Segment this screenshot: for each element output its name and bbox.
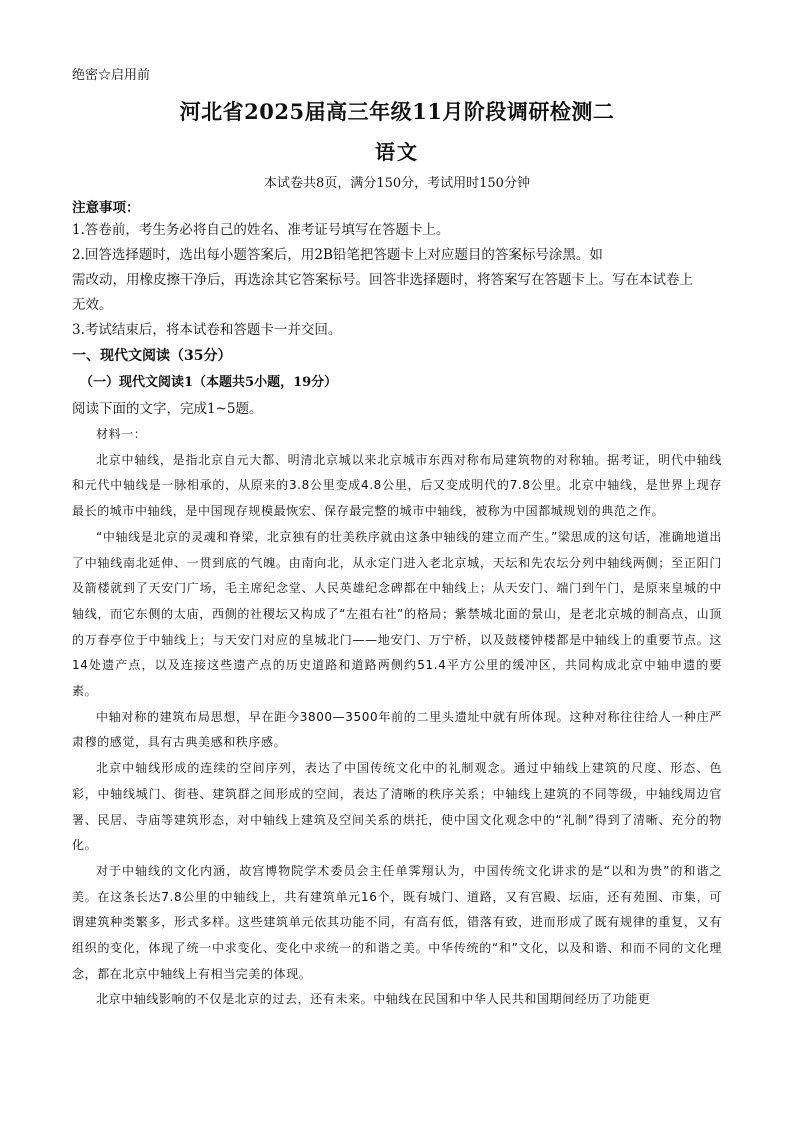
confidential-label: 绝密☆启用前 xyxy=(72,68,151,83)
notice-item: 3.考试结束后，将本试卷和答题卡一并交回。 xyxy=(72,322,342,338)
subject-title: 语文 xyxy=(375,140,419,164)
notice-item: 1.答卷前，考生务必将自己的姓名、准考证号填写在答题卡上。 xyxy=(72,222,450,238)
reading-passage xyxy=(72,422,722,1013)
passage-paragraph: “中轴线是北京的灵魂和脊梁，北京独有的壮美秩序就由这条中轴线的建立而产生。”梁思成的这句话，准确地道出了中轴线南北延伸、一贯到底的气魄。由南向北，从永定门进入老北京城，天坛和先农坛分列中轴线两侧；至正阳门及箭楼就到了天安门广场，毛主席纪念堂、人民英雄纪念碑都在中轴线上；从天安门、端门到午门，是原来皇城的中轴线，而它东侧的太庙，西侧的社稷坛又构成了“左祖右社”的格局；紫禁城北面的景山，是老北京城的制高点，山顶的万春亭位于中轴线上；与天安门对应的皇城北门——地安门、万宁桥，以及鼓楼钟楼都是中轴线上的重要节点。这14处遗产点，以及连接这些遗产点的历史道路和道路两侧约51.4平方公里的缓冲区，共同构成北京中轴申遗的要素。 xyxy=(72,529,722,699)
subsection-heading: （一）现代文阅读1（本题共5小题，19分） xyxy=(80,375,338,390)
notice-item: 需改动，用橡皮擦干净后，再选涂其它答案标号。回答非选择题时，将答案写在答题卡上。写在本试卷上 xyxy=(72,272,693,288)
passage-paragraph: 北京中轴线形成的连续的空间序列，表达了中国传统文化中的礼制观念。通过中轴线上建筑的尺度、形态、色彩，中轴线城门、街巷、建筑群之间形成的空间，表达了清晰的秩序关系；中轴线上建筑的不同等级，中轴线周边官署、民居、寺庙等建筑形态，对中轴线上建筑及空间关系的烘托，使中国文化观念中的“礼制”得到了清晰、充分的物化。 xyxy=(72,761,722,853)
reading-instruction: 阅读下面的文字，完成1~5题。 xyxy=(72,401,263,417)
material-label: 材料一： xyxy=(96,427,147,441)
notice-heading: 注意事项： xyxy=(72,200,140,216)
exam-info: 本试卷共8页，满分150分，考试用时150分钟 xyxy=(264,176,530,191)
notice-item: 无效。 xyxy=(72,297,113,313)
passage-paragraph: 北京中轴线，是指北京自元大都、明清北京城以来北京城市东西对称布局建筑物的对称轴。据考证，明代中轴线和元代中轴线是一脉相承的，从原来的3.8公里变成4.8公里，后又变成明代的7.8公里。北京中轴线，是世界上现存最长的城市中轴线，是中国现存规模最恢宏、保存最完整的城市中轴线，被称为中国都城规划的典范之作。 xyxy=(72,452,722,519)
passage-paragraph: 北京中轴线影响的不仅是北京的过去，还有未来。中轴线在民国和中华人民共和国期间经历了功能更 xyxy=(96,992,651,1007)
section-heading: 一、现代文阅读（35分） xyxy=(72,348,232,364)
passage-paragraph: 中轴对称的建筑布局思想，早在距今3800—3500年前的二里头遗址中就有所体现。这种对称往往给人一种庄严肃穆的感觉，具有古典美感和秩序感。 xyxy=(72,709,722,750)
notice-list xyxy=(72,218,732,343)
exam-title: 河北省2025届高三年级11月阶段调研检测二 xyxy=(179,99,615,124)
passage-paragraph: 对于中轴线的文化内涵，故宫博物院学术委员会主任单霁翔认为，中国传统文化讲求的是“以和为贵”的和谐之美。在这条长达7.8公里的中轴线上，共有建筑单元16个，既有城门、道路，又有宫殿、坛庙，还有苑囿、市集，可谓建筑种类繁多，形式多样。这些建筑单元依其功能不同，有高有低，错落有致，进而形成了既有规律的重复，又有组织的变化，体现了统一中求变化、变化中求统一的和谐之美。中华传统的“和”文化，以及和谐、和而不同的文化理念，都在北京中轴线上有相当完美的体现。 xyxy=(72,863,722,981)
notice-item: 2.回答选择题时，选出每小题答案后，用2B铅笔把答题卡上对应题目的答案标号涂黑。如 xyxy=(72,247,603,263)
